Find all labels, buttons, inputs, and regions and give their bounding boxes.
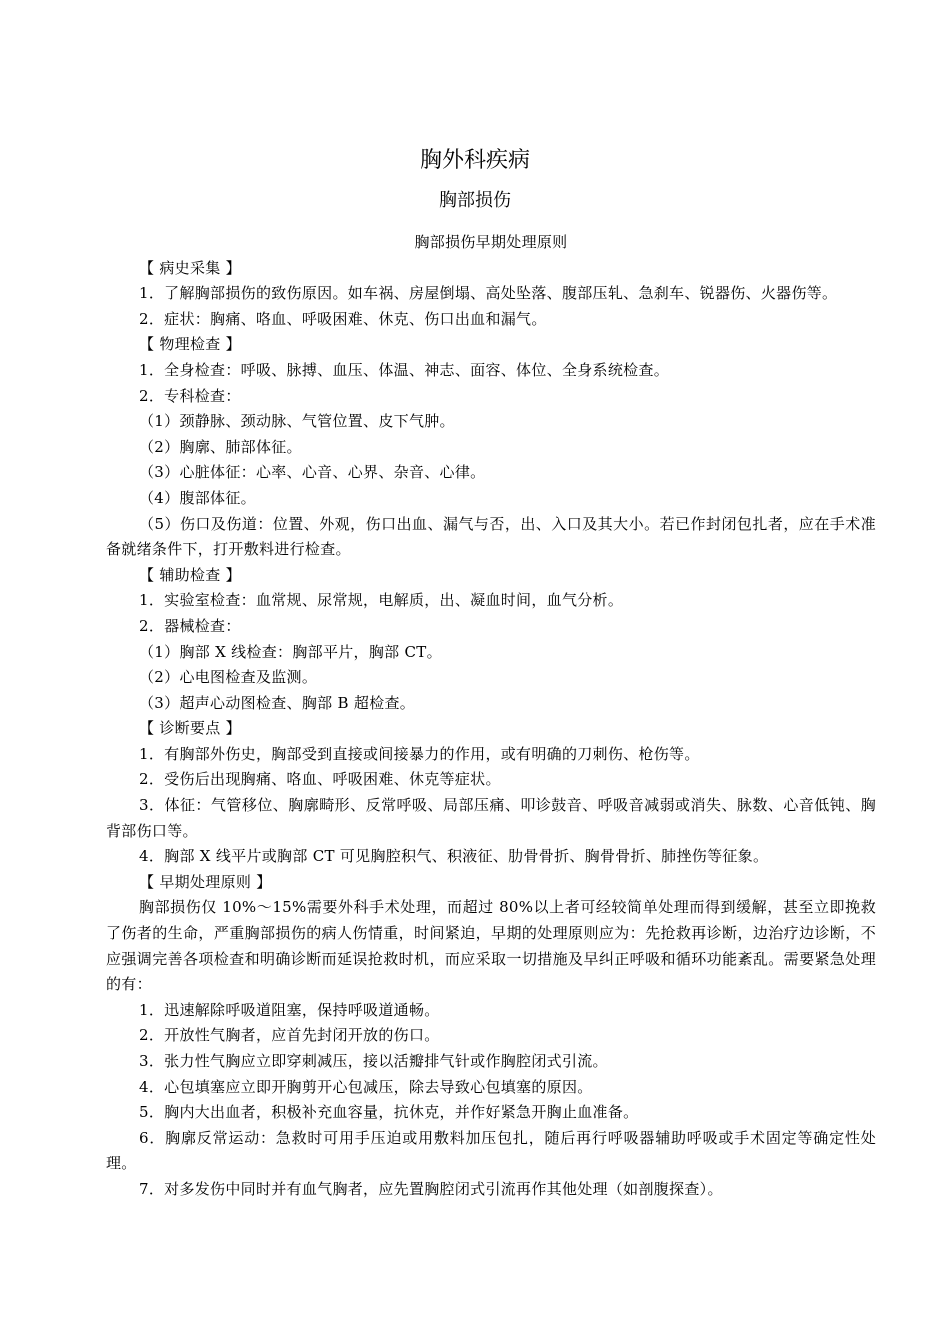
history-item: 2．症状：胸痛、咯血、呼吸困难、休克、伤口出血和漏气。 — [139, 309, 547, 328]
heading-diagnosis: 【 诊断要点 】 — [139, 719, 241, 738]
physical-item: 2．专科检查： — [139, 386, 241, 405]
treatment-item: 6．胸廓反常运动：急救时可用手压迫或用敷料加压包扎，随后再行呼吸器辅助呼吸或手术固定等确定性处理。 — [106, 1128, 876, 1173]
treatment-item: 4．心包填塞应立即开胸剪开心包减压，除去导致心包填塞的原因。 — [139, 1077, 593, 1096]
section-title: 胸部损伤早期处理原则 — [414, 233, 568, 251]
treatment-item: 5．胸内大出血者，积极补充血容量，抗休克，并作好紧急开胸止血准备。 — [139, 1103, 639, 1122]
document-body — [106, 230, 876, 1203]
physical-item: （1）颈静脉、颈动脉、气管位置、皮下气肿。 — [139, 412, 455, 431]
physical-item: 1．全身检查：呼吸、脉搏、血压、体温、神志、面容、体位、全身系统检查。 — [139, 360, 670, 379]
auxiliary-item: （3）超声心动图检查、胸部 B 超检查。 — [139, 693, 416, 712]
treatment-item: 7．对多发伤中同时并有血气胸者，应先置胸腔闭式引流再作其他处理（如剖腹探查）。 — [139, 1179, 723, 1198]
diagnosis-item: 1．有胸部外伤史，胸部受到直接或间接暴力的作用，或有明确的刀刺伤、枪伤等。 — [139, 744, 700, 763]
treatment-item: 2．开放性气胸者，应首先封闭开放的伤口。 — [139, 1026, 440, 1045]
auxiliary-item: 2．器械检查： — [139, 616, 241, 635]
heading-physical: 【 物理检查 】 — [139, 335, 241, 354]
treatment-item: 1．迅速解除呼吸道阻塞，保持呼吸道通畅。 — [139, 1000, 440, 1019]
physical-item: （2）胸廓、肺部体征。 — [139, 437, 302, 456]
physical-item: （4）腹部体征。 — [139, 488, 256, 507]
page-subtitle: 胸部损伤 — [439, 190, 511, 211]
treatment-intro: 胸部损伤仅 10%～15%需要外科手术处理，而超过 80%以上者可经较简单处理而得到缓解，甚至立即挽救了伤者的生命，严重胸部损伤的病人伤情重，时间紧迫，早期的处理原则应为：先抢救再诊断，边治疗边诊断，不应强调完善各项检查和明确诊断而延误抢救时机，而应采取一切措施及早纠正呼吸和循环功能紊乱。需要紧急处理的有： — [106, 898, 876, 994]
diagnosis-item: 2．受伤后出现胸痛、咯血、呼吸困难、休克等症状。 — [139, 770, 501, 789]
page-title: 胸外科疾病 — [419, 148, 530, 173]
physical-item: （5）伤口及伤道：位置、外观，伤口出血、漏气与否，出、入口及其大小。若已作封闭包扎者，应在手术准备就绪条件下，打开敷料进行检查。 — [106, 514, 876, 559]
treatment-item: 3．张力性气胸应立即穿刺减压，接以活瓣排气针或作胸腔闭式引流。 — [139, 1052, 608, 1070]
auxiliary-item: （1）胸部 X 线检查：胸部平片，胸部 CT。 — [139, 642, 442, 661]
diagnosis-item: 3．体征：气管移位、胸廓畸形、反常呼吸、局部压痛、叩诊鼓音、呼吸音减弱或消失、脉数、心音低钝、胸背部伤口等。 — [106, 796, 876, 840]
physical-item: （3）心脏体征：心率、心音、心界、杂音、心律。 — [139, 463, 486, 482]
auxiliary-item: 1．实验室检查：血常规、尿常规，电解质，出、凝血时间，血气分析。 — [139, 591, 624, 610]
heading-treatment: 【 早期处理原则 】 — [139, 872, 272, 891]
heading-history: 【 病史采集 】 — [139, 258, 241, 277]
history-item: 1．了解胸部损伤的致伤原因。如车祸、房屋倒塌、高处坠落、腹部压轧、急刹车、锐器伤、火器伤等。 — [139, 284, 838, 303]
diagnosis-item: 4．胸部 X 线平片或胸部 CT 可见胸腔积气、积液征、肋骨骨折、胸骨骨折、肺挫伤等征象。 — [139, 847, 769, 866]
auxiliary-item: （2）心电图检查及监测。 — [139, 668, 318, 687]
heading-auxiliary: 【 辅助检查 】 — [139, 565, 241, 584]
